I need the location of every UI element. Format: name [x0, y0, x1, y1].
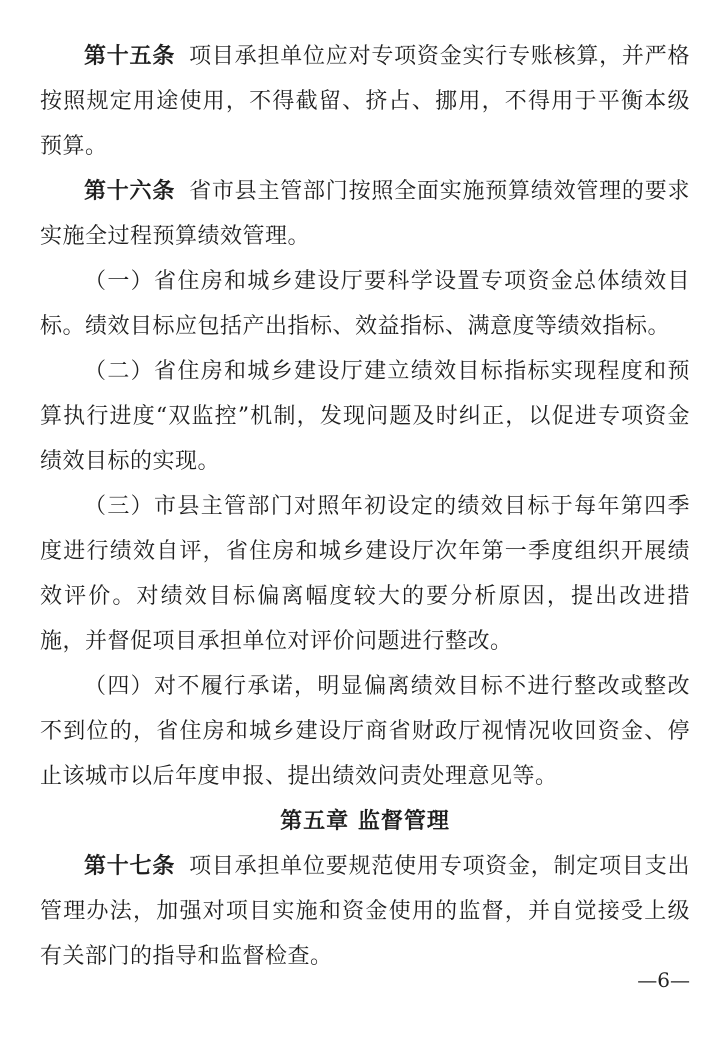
- article-16: [40, 169, 690, 259]
- chapter-heading: 第五章 监督管理: [280, 809, 450, 834]
- article-15: [40, 34, 690, 169]
- article-16-item-3: [40, 484, 690, 664]
- article-16-item-1-text: （一）省住房和城乡建设厅要科学设置专项资金总体绩效目标。绩效目标应包括产出指标、效益指标、满意度等绩效指标。: [40, 269, 690, 339]
- article-16-item-1: [40, 259, 690, 349]
- article-17-text: 项目承担单位要规范使用专项资金，制定项目支出管理办法，加强对项目实施和资金使用的监督，并自觉接受上级有关部门的指导和监督检查。: [40, 854, 690, 969]
- article-16-item-3-text: （三）市县主管部门对照年初设定的绩效目标于每年第四季度进行绩效自评，省住房和城乡建设厅次年第一季度组织开展绩效评价。对绩效目标偏离幅度较大的要分析原因，提出改进措施，并督促项目承担单位对评价问题进行整改。: [40, 494, 690, 654]
- page-number: —6—: [637, 968, 690, 992]
- article-16-text: 省市县主管部门按照全面实施预算绩效管理的要求实施全过程预算绩效管理。: [40, 179, 690, 249]
- document-page: [40, 34, 690, 979]
- article-17: [40, 844, 690, 979]
- article-16-label: 第十六条: [84, 179, 176, 204]
- article-16-item-2-text: （二）省住房和城乡建设厅建立绩效目标指标实现程度和预算执行进度“双监控”机制，发现问题及时纠正，以促进专项资金绩效目标的实现。: [40, 359, 690, 474]
- article-15-label: 第十五条: [84, 44, 176, 69]
- article-16-item-4: [40, 664, 690, 799]
- article-15-text: 项目承担单位应对专项资金实行专账核算，并严格按照规定用途使用，不得截留、挤占、挪用，不得用于平衡本级预算。: [40, 44, 690, 159]
- article-17-label: 第十七条: [84, 854, 176, 879]
- article-16-item-2: [40, 349, 690, 484]
- article-16-item-4-text: （四）对不履行承诺，明显偏离绩效目标不进行整改或整改不到位的，省住房和城乡建设厅商省财政厅视情况收回资金、停止该城市以后年度申报、提出绩效问责处理意见等。: [40, 674, 690, 789]
